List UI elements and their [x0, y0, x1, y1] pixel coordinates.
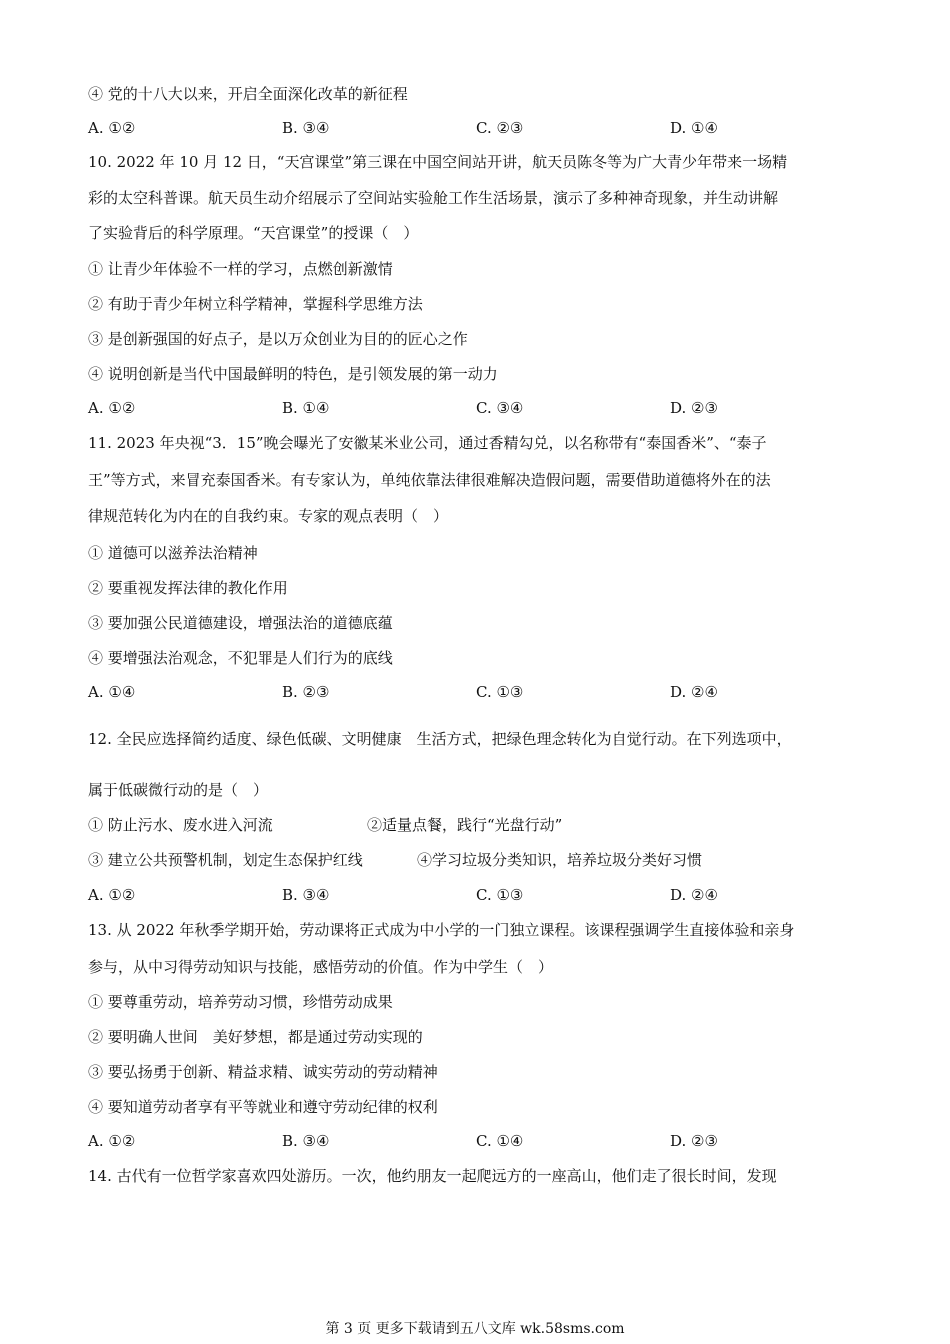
q13-item-3: ③ 要弘扬勇于创新、精益求精、诚实劳动的劳动精神 [88, 1063, 438, 1081]
option-c: C. ①③ [476, 683, 524, 701]
q13-item-4: ④ 要知道劳动者享有平等就业和遵守劳动纪律的权利 [88, 1098, 438, 1116]
option-a: A. ①② [88, 886, 136, 904]
q11-stem-line-2: 王”等方式，来冒充泰国香米。有专家认为，单纯依靠法律很难解决造假问题，需要借助道德将外在的法 [88, 471, 771, 489]
q10-item-4: ④ 说明创新是当代中国最鲜明的特色，是引领发展的第一动力 [88, 365, 498, 383]
option-d: D. ②④ [670, 886, 718, 904]
q12-item-2: ②适量点餐，践行“光盘行动” [367, 816, 563, 834]
q13-stem-line-2: 参与，从中习得劳动知识与技能，感悟劳动的价值。作为中学生（ ） [88, 958, 554, 976]
q10-stem-line-3: 了实验背后的科学原理。“天宫课堂”的授课（ ） [88, 224, 419, 242]
q12-items-row-1 [88, 815, 562, 835]
q12-item-3: ③ 建立公共预警机制，划定生态保护红线 [88, 851, 363, 869]
q10-options [88, 398, 864, 418]
q13-stem-line-1: 13. 从 2022 年秋季学期开始，劳动课将正式成为中小学的一门独立课程。该课程强调学生直接体验和亲身 [88, 921, 795, 939]
q11-item-2: ② 要重视发挥法律的教化作用 [88, 579, 288, 597]
q11-options [88, 682, 864, 702]
option-a: A. ①② [88, 399, 136, 417]
option-b: B. ①④ [282, 399, 330, 417]
q12-item-4: ④学习垃圾分类知识，培养垃圾分类好习惯 [417, 851, 703, 869]
option-b: B. ③④ [282, 886, 330, 904]
q13-item-2: ② 要明确人世间 美好梦想，都是通过劳动实现的 [88, 1028, 423, 1046]
q9-options [88, 118, 864, 138]
q10-stem-line-1: 10. 2022 年 10 月 12 日，“天宫课堂”第三课在中国空间站开讲，航天员陈冬等为广大青少年带来一场精 [88, 153, 788, 171]
q10-stem-line-2: 彩的太空科普课。航天员生动介绍展示了空间站实验舱工作生活场景，演示了多种神奇现象，并生动讲解 [88, 189, 779, 207]
option-b: B. ③④ [282, 119, 330, 137]
q11-stem-line-3: 律规范转化为内在的自我约束。专家的观点表明（ ） [88, 507, 449, 525]
option-a: A. ①② [88, 1132, 136, 1150]
option-b: B. ③④ [282, 1132, 330, 1150]
q11-stem-line-1: 11. 2023 年央视“3．15”晚会曝光了安徽某米业公司，通过香精勾兑，以名称带有“泰国香米”、“泰子 [88, 434, 767, 452]
option-d: D. ①④ [670, 119, 718, 137]
option-d: D. ②③ [670, 1132, 718, 1150]
q12-stem-line-1: 12. 全民应选择简约适度、绿色低碳、文明健康 生活方式，把绿色理念转化为自觉行动。在下列选项中， [88, 730, 792, 748]
q10-item-3: ③ 是创新强国的好点子，是以万众创业为目的的匠心之作 [88, 330, 468, 348]
page-footer: 第 3 页 更多下载请到五八文库 wk.58sms.com [325, 1321, 625, 1337]
option-a: A. ①② [88, 119, 136, 137]
q14-stem-line-1: 14. 古代有一位哲学家喜欢四处游历。一次，他约朋友一起爬远方的一座高山，他们走了很长时间，发现 [88, 1167, 777, 1185]
option-d: D. ②③ [670, 399, 718, 417]
q11-item-4: ④ 要增强法治观念，不犯罪是人们行为的底线 [88, 649, 393, 667]
q12-stem-line-2: 属于低碳微行动的是（ ） [88, 781, 269, 799]
option-c: C. ③④ [476, 399, 524, 417]
option-b: B. ②③ [282, 683, 330, 701]
option-a: A. ①④ [88, 683, 136, 701]
q13-item-1: ① 要尊重劳动，培养劳动习惯，珍惜劳动成果 [88, 993, 393, 1011]
q12-options [88, 885, 864, 905]
q13-options [88, 1131, 864, 1151]
q12-items-row-2 [88, 850, 702, 870]
q11-item-3: ③ 要加强公民道德建设，增强法治的道德底蕴 [88, 614, 393, 632]
option-d: D. ②④ [670, 683, 718, 701]
q10-item-2: ② 有助于青少年树立科学精神，掌握科学思维方法 [88, 295, 423, 313]
option-c: C. ①③ [476, 886, 524, 904]
q10-item-1: ① 让青少年体验不一样的学习，点燃创新激情 [88, 260, 393, 278]
q9-item-4: ④ 党的十八大以来，开启全面深化改革的新征程 [88, 85, 408, 103]
option-c: C. ①④ [476, 1132, 524, 1150]
option-c: C. ②③ [476, 119, 524, 137]
q11-item-1: ① 道德可以滋养法治精神 [88, 544, 258, 562]
q12-item-1: ① 防止污水、废水进入河流 [88, 816, 273, 834]
